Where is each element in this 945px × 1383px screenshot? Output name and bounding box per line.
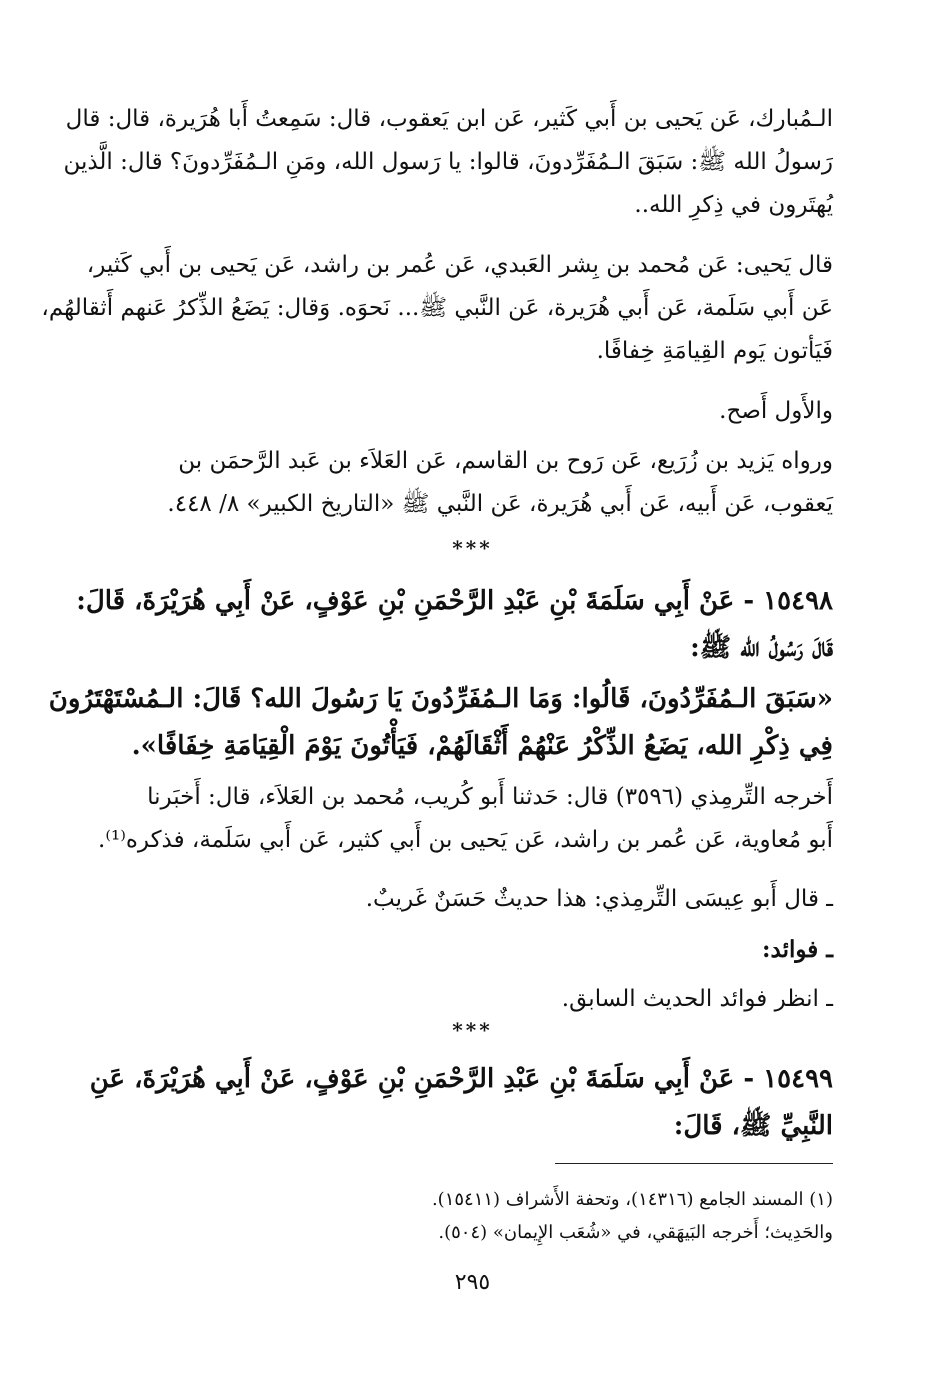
footnote-divider bbox=[555, 1163, 833, 1164]
heading-text: ـ فوائد: bbox=[762, 936, 833, 963]
text-line: ـ انظر فوائد الحديث السابق. bbox=[561, 986, 833, 1012]
text-line: أَبو مُعاوية، عَن عُمر بن راشد، عَن يَحيى بن أَبي كثير، عَن أَبي سَلَمة، فذكره⁽¹⁾. bbox=[98, 827, 833, 853]
text-line: عَن أَبي سَلَمة، عَن أَبي هُرَيرة، عَن النَّبي ﷺ... نَحوَه. وَقال: يَضَعُ الذِّكرُ عَنهم أَثقالهُم، bbox=[41, 295, 833, 321]
fawaid-heading bbox=[101, 928, 833, 971]
fawaid-text bbox=[101, 978, 833, 1021]
text-line: ١٥٤٩٨ - عَنْ أَبِي سَلَمَةَ بْنِ عَبْدِ الرَّحْمَنِ بْنِ عَوْفٍ، عَنْ أَبِي هُرَيْرَةَ، قَالَ: bbox=[76, 586, 833, 616]
footnote-line: (١) المسند الجامع (١٤٣١٦)، وتحفة الأَشراف (١٥٤١١). bbox=[431, 1189, 833, 1210]
paragraph-riwaya bbox=[101, 440, 833, 526]
footnotes bbox=[101, 1183, 833, 1249]
text-line: ١٥٤٩٩ - عَنْ أَبِي سَلَمَةَ بْنِ عَبْدِ الرَّحْمَنِ بْنِ عَوْفٍ، عَنْ أَبِي هُرَيْرَةَ، عَنِ bbox=[89, 1064, 833, 1094]
section-separator: *** bbox=[452, 536, 493, 560]
text-line: «سَبَقَ الـمُفَرِّدُونَ، قَالُوا: وَمَا الـمُفَرِّدُونَ يَا رَسُولَ الله؟ قَالَ: الـمُسْتَهْتَرُونَ bbox=[48, 684, 833, 714]
text-line: رَسولُ الله ﷺ: سَبَقَ الـمُفَرِّدونَ، قالوا: يا رَسول الله، ومَنِ الـمُفَرِّدونَ؟ قال: الَّذين bbox=[63, 149, 833, 175]
text-line: فِي ذِكْرِ الله، يَضَعُ الذِّكْرُ عَنْهُمْ أَثْقَالَهُمْ، فَيَأْتُونَ يَوْمَ الْقِيَامَةِ خِفَافًا». bbox=[131, 731, 833, 761]
text-line: ورواه يَزيد بن زُرَيع، عَن رَوح بن القاسم، عَن العَلاَء بن عَبد الرَّحمَن بن bbox=[178, 448, 833, 474]
text-line: النَّبِيِّ ﷺ، قَالَ: bbox=[673, 1111, 833, 1141]
paragraph-isnad-2 bbox=[41, 244, 833, 373]
paragraph-isnad-1 bbox=[63, 98, 833, 227]
text-line: قَالَ رَسُولُ الله ﷺ: bbox=[690, 633, 833, 663]
text-line: الـمُبارك، عَن يَحيى بن أَبي كَثير، عَن ابن يَعقوب، قال: سَمِعتُ أَبا هُرَيرة، قال: قال bbox=[65, 106, 833, 132]
page-number: ٢٩٥ bbox=[454, 1270, 491, 1295]
text-line: فَيَأتون يَوم القِيامَةِ خِفافًا. bbox=[596, 338, 833, 364]
footnote-line: والحَدِيث؛ أَخرجه البَيهَقي، في «شُعَب الإِيمان» (٥٠٤). bbox=[438, 1222, 833, 1243]
text-line: ـ قال أَبو عِيسَى التِّرمِذي: هذا حديثٌ حَسَنٌ غَريبٌ. bbox=[365, 886, 833, 912]
section-separator: *** bbox=[452, 1018, 493, 1042]
text-line: يُهتَرون في ذِكرِ الله.. bbox=[634, 192, 833, 218]
text-line: يَعقوب، عَن أَبيه، عَن أَبي هُرَيرة، عَن النَّبي ﷺ «التاريخ الكبير» ٨/ ٤٤٨. bbox=[167, 491, 833, 517]
text-line: قال يَحيى: عَن مُحمد بن بِشر العَبدي، عَن عُمر بن راشد، عَن يَحيى بن أَبي كَثير، bbox=[86, 252, 833, 278]
hadith-15498-isnad bbox=[76, 578, 833, 672]
paragraph-preference bbox=[101, 390, 833, 433]
tirmidhi-grade bbox=[101, 878, 833, 921]
hadith-15498-matn bbox=[48, 676, 833, 770]
text-line: أَخرجه التِّرمِذي (٣٥٩٦) قال: حَدثنا أَبو كُريب، مُحمد بن العَلاَء، قال: أَخبَرنا bbox=[147, 784, 833, 810]
takhrij-paragraph bbox=[98, 776, 833, 862]
text-line: والأَول أَصح. bbox=[719, 398, 833, 424]
hadith-15499-isnad bbox=[89, 1056, 833, 1150]
